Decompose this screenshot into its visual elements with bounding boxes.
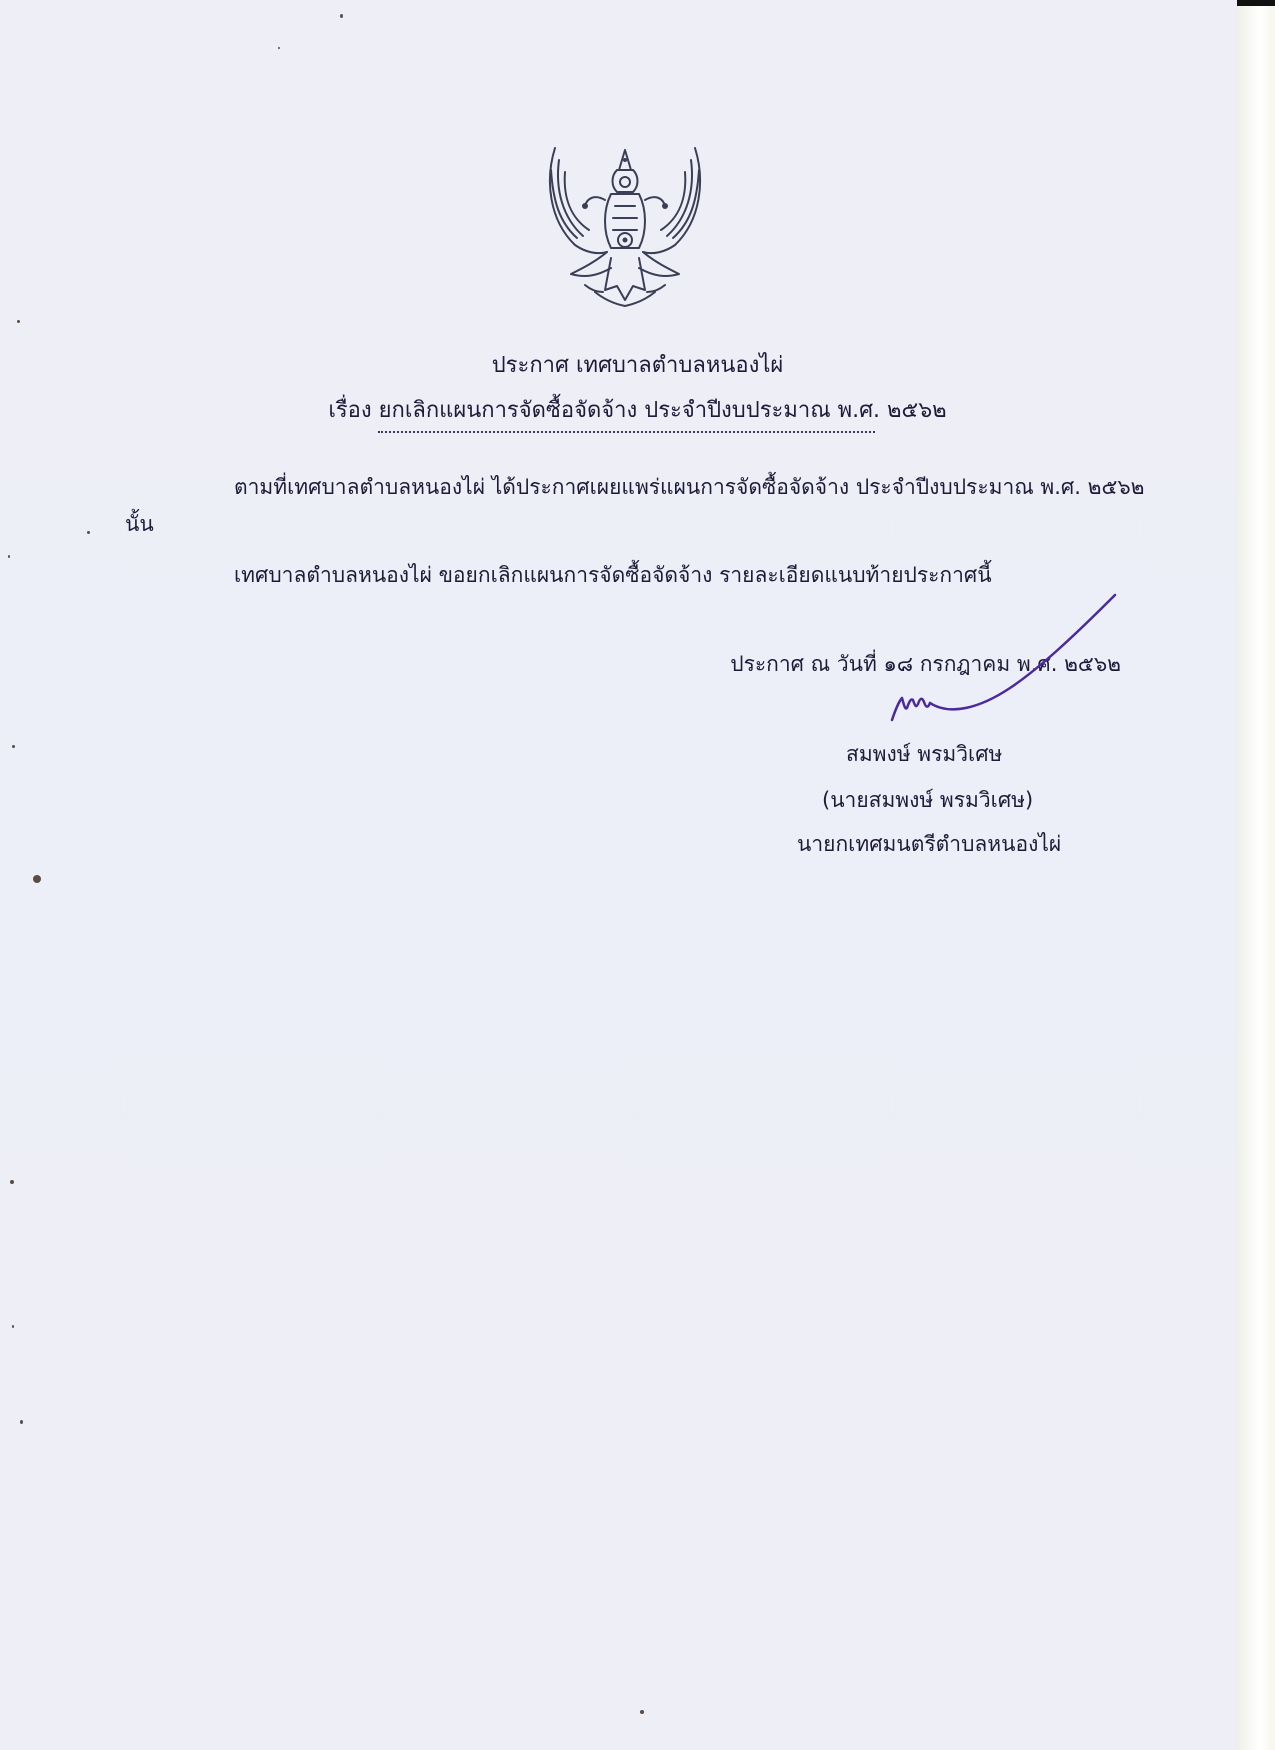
scan-speck <box>33 875 41 883</box>
scan-speck <box>17 320 20 323</box>
garuda-emblem-icon <box>545 140 705 315</box>
announcement-date: ประกาศ ณ วันที่ ๑๘ กรกฎาคม พ.ศ. ๒๕๖๒ <box>730 652 1121 676</box>
scan-speck <box>12 1325 14 1328</box>
announcement-heading: ประกาศ เทศบาลตำบลหนองไผ่ <box>491 353 784 378</box>
body-paragraph-2: เทศบาลตำบลหนองไผ่ ขอยกเลิกแผนการจัดซื้อจัดจ้าง รายละเอียดแนบท้ายประกาศนี้ <box>234 563 992 587</box>
signer-title: นายกเทศมนตรีตำบลหนองไผ่ <box>797 832 1062 856</box>
dotted-separator <box>378 431 875 433</box>
scan-speck <box>87 531 90 534</box>
body-paragraph-1: ตามที่เทศบาลตำบลหนองไผ่ ได้ประกาศเผยแพร่แผนการจัดซื้อจัดจ้าง ประจำปีงบประมาณ พ.ศ. ๒๕๖๒ <box>234 475 1145 499</box>
scan-speck <box>278 47 280 49</box>
handwritten-signature-icon <box>890 590 1120 725</box>
scan-speck <box>20 1420 23 1424</box>
scan-speck <box>12 745 15 748</box>
body-paragraph-1-continuation: นั้น <box>125 512 154 536</box>
scan-speck <box>8 555 10 558</box>
scan-edge <box>1237 0 1275 1750</box>
scan-speck <box>640 1710 644 1714</box>
signer-full-name: (นายสมพงษ์ พรมวิเศษ) <box>822 788 1034 812</box>
scan-speck <box>10 1180 14 1184</box>
signer-name: สมพงษ์ พรมวิเศษ <box>846 742 1003 766</box>
scan-speck <box>340 14 343 18</box>
scan-edge-mark <box>1237 0 1275 6</box>
subject-heading: เรื่อง ยกเลิกแผนการจัดซื้อจัดจ้าง ประจำปีงบประมาณ พ.ศ. ๒๕๖๒ <box>328 398 947 423</box>
